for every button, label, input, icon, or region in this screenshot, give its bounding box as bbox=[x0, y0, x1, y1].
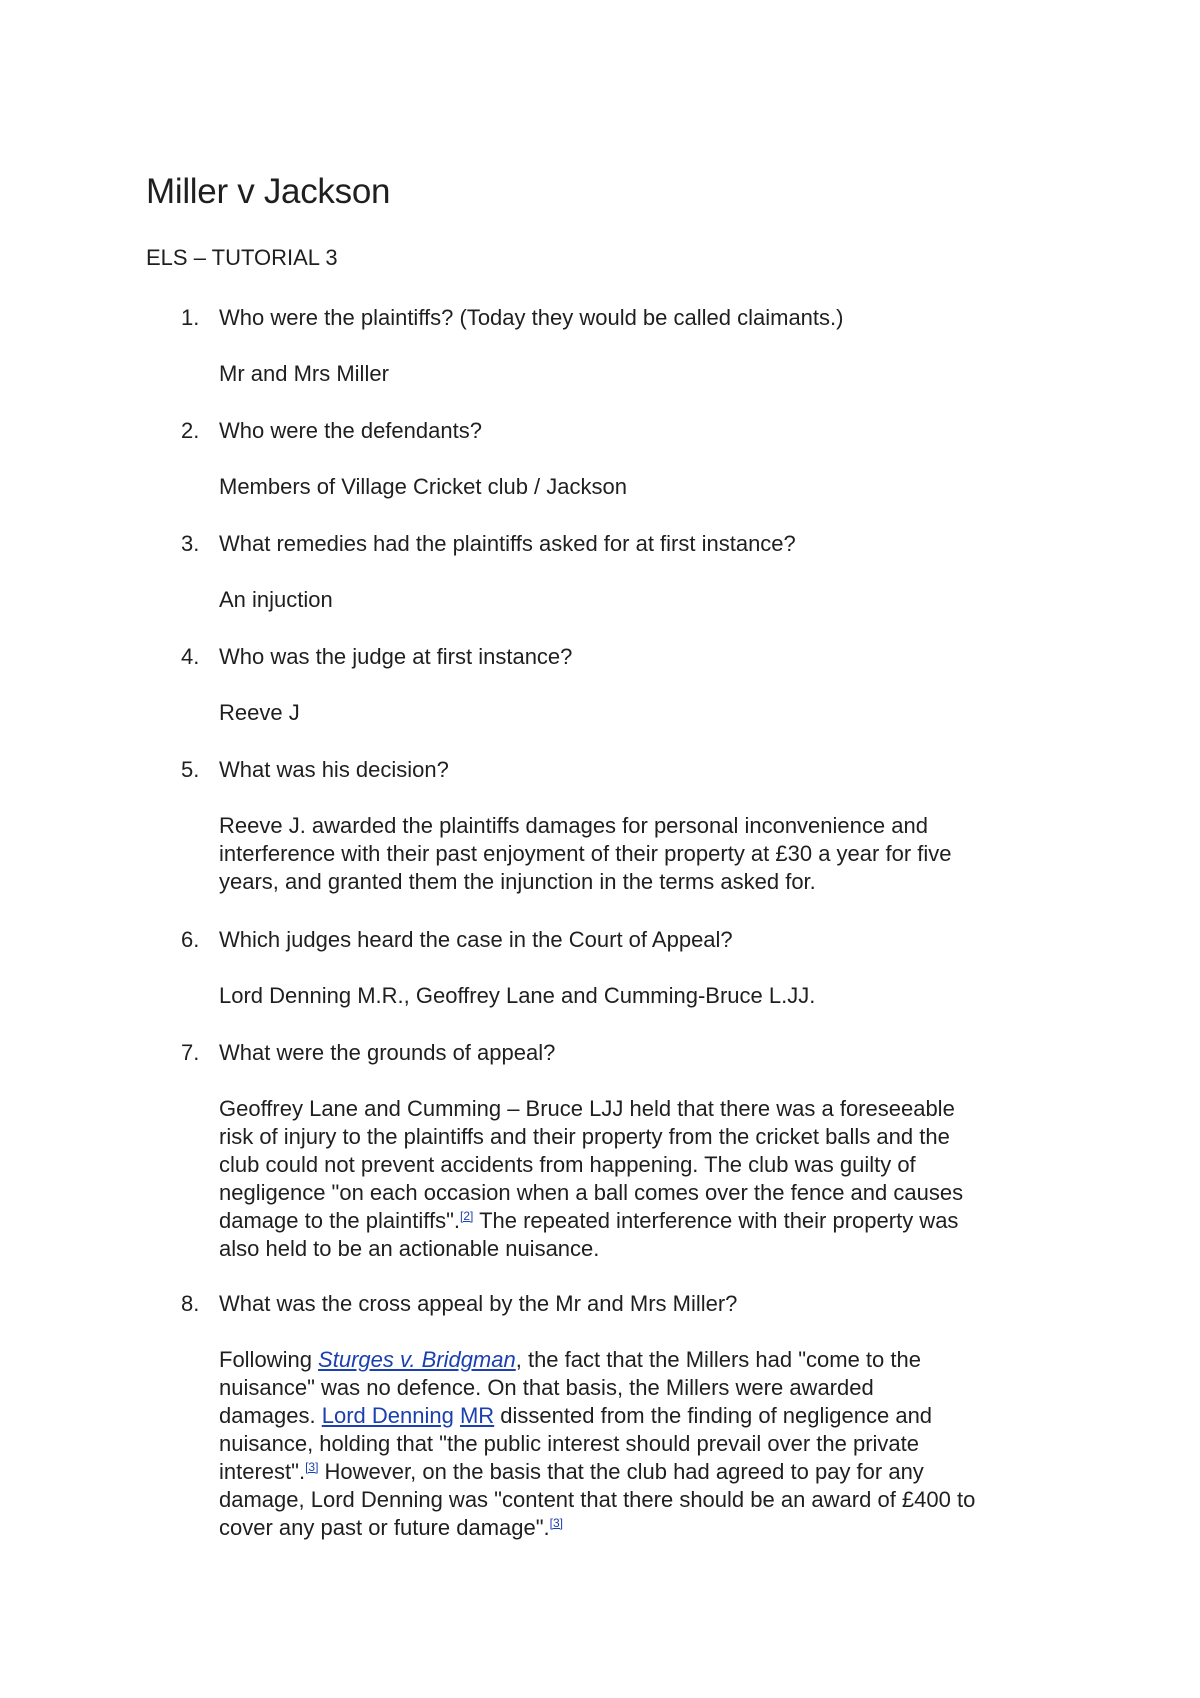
question-text: Which judges heard the case in the Court of Appeal? bbox=[219, 927, 733, 952]
question-text: Who were the defendants? bbox=[219, 418, 482, 443]
answer-line: club could not prevent accidents from happening. The club was guilty of bbox=[219, 1152, 916, 1177]
page-title: Miller v Jackson bbox=[146, 172, 391, 211]
answer-text: However, on the basis that the club had agreed to pay for any bbox=[318, 1459, 924, 1484]
answer-text: dissented from the finding of negligence and bbox=[494, 1403, 933, 1428]
footnote-link[interactable]: [3] bbox=[305, 1460, 319, 1474]
footnote-link[interactable]: [3] bbox=[549, 1516, 563, 1530]
answer-line: Geoffrey Lane and Cumming – Bruce LJJ held that there was a foreseeable bbox=[219, 1096, 955, 1121]
item-number: 7. bbox=[181, 1040, 200, 1065]
answer-text: Lord Denning M.R., Geoffrey Lane and Cumming-Bruce L.JJ. bbox=[219, 983, 816, 1008]
answer-text: Following bbox=[219, 1347, 319, 1372]
answer-text: cover any past or future damage". bbox=[219, 1515, 550, 1540]
answer-line: nuisance, holding that "the public interest should prevail over the private bbox=[219, 1431, 920, 1456]
answer-text: damages. bbox=[219, 1403, 322, 1428]
footnote-ref bbox=[305, 1460, 318, 1474]
lord-denning-link[interactable]: Lord Denning bbox=[321, 1403, 454, 1428]
answer-line: nuisance" was no defence. On that basis, the Millers were awarded bbox=[219, 1375, 874, 1400]
answer-line bbox=[219, 1207, 1069, 1235]
answer-line: also held to be an actionable nuisance. bbox=[219, 1236, 600, 1261]
answer-text: , the fact that the Millers had "come to the bbox=[515, 1347, 921, 1372]
answer-text: The repeated interference with their property was bbox=[473, 1208, 959, 1233]
answer-text: interest". bbox=[219, 1459, 306, 1484]
question-text: Who was the judge at first instance? bbox=[219, 644, 573, 669]
answer-text: damage to the plaintiffs". bbox=[219, 1208, 461, 1233]
answer-line: risk of injury to the plaintiffs and their property from the cricket balls and the bbox=[219, 1124, 950, 1149]
answer-text: Members of Village Cricket club / Jackson bbox=[219, 474, 627, 499]
footnote-ref bbox=[460, 1209, 473, 1223]
answer-line: damage, Lord Denning was "content that there should be an award of £400 to bbox=[219, 1487, 976, 1512]
question-text: What remedies had the plaintiffs asked for at first instance? bbox=[219, 531, 796, 556]
item-number: 6. bbox=[181, 927, 200, 952]
answer-paragraph bbox=[219, 812, 1069, 896]
item-number: 3. bbox=[181, 531, 200, 556]
footnote-ref bbox=[550, 1516, 563, 1530]
answer-line: negligence "on each occasion when a ball comes over the fence and causes bbox=[219, 1180, 964, 1205]
mr-link[interactable]: MR bbox=[459, 1403, 495, 1428]
answer-paragraph bbox=[219, 1346, 1069, 1542]
page-subtitle: ELS – TUTORIAL 3 bbox=[146, 245, 338, 270]
answer-line: years, and granted them the injunction in the terms asked for. bbox=[219, 869, 816, 894]
answer-line bbox=[219, 1514, 1069, 1542]
item-number: 8. bbox=[181, 1291, 200, 1316]
answer-paragraph bbox=[219, 1095, 1069, 1263]
answer-line bbox=[219, 1346, 1069, 1374]
answer-line bbox=[219, 1402, 1069, 1430]
question-text: What was the cross appeal by the Mr and Mrs Miller? bbox=[219, 1291, 738, 1316]
answer-text: Mr and Mrs Miller bbox=[219, 361, 389, 386]
item-number: 2. bbox=[181, 418, 200, 443]
item-number: 5. bbox=[181, 757, 200, 782]
answer-line bbox=[219, 1458, 1069, 1486]
answer-line: Reeve J. awarded the plaintiffs damages for personal inconvenience and bbox=[219, 813, 928, 838]
answer-text: Reeve J bbox=[219, 700, 300, 725]
footnote-link[interactable]: [2] bbox=[460, 1209, 474, 1223]
answer-line: interference with their past enjoyment of their property at £30 a year for five bbox=[219, 841, 952, 866]
answer-text: An injuction bbox=[219, 587, 333, 612]
question-text: Who were the plaintiffs? (Today they would be called claimants.) bbox=[219, 305, 844, 330]
item-number: 1. bbox=[181, 305, 200, 330]
question-text: What was his decision? bbox=[219, 757, 449, 782]
case-link-sturges[interactable]: Sturges v. Bridgman bbox=[318, 1347, 516, 1372]
item-number: 4. bbox=[181, 644, 200, 669]
question-text: What were the grounds of appeal? bbox=[219, 1040, 556, 1065]
